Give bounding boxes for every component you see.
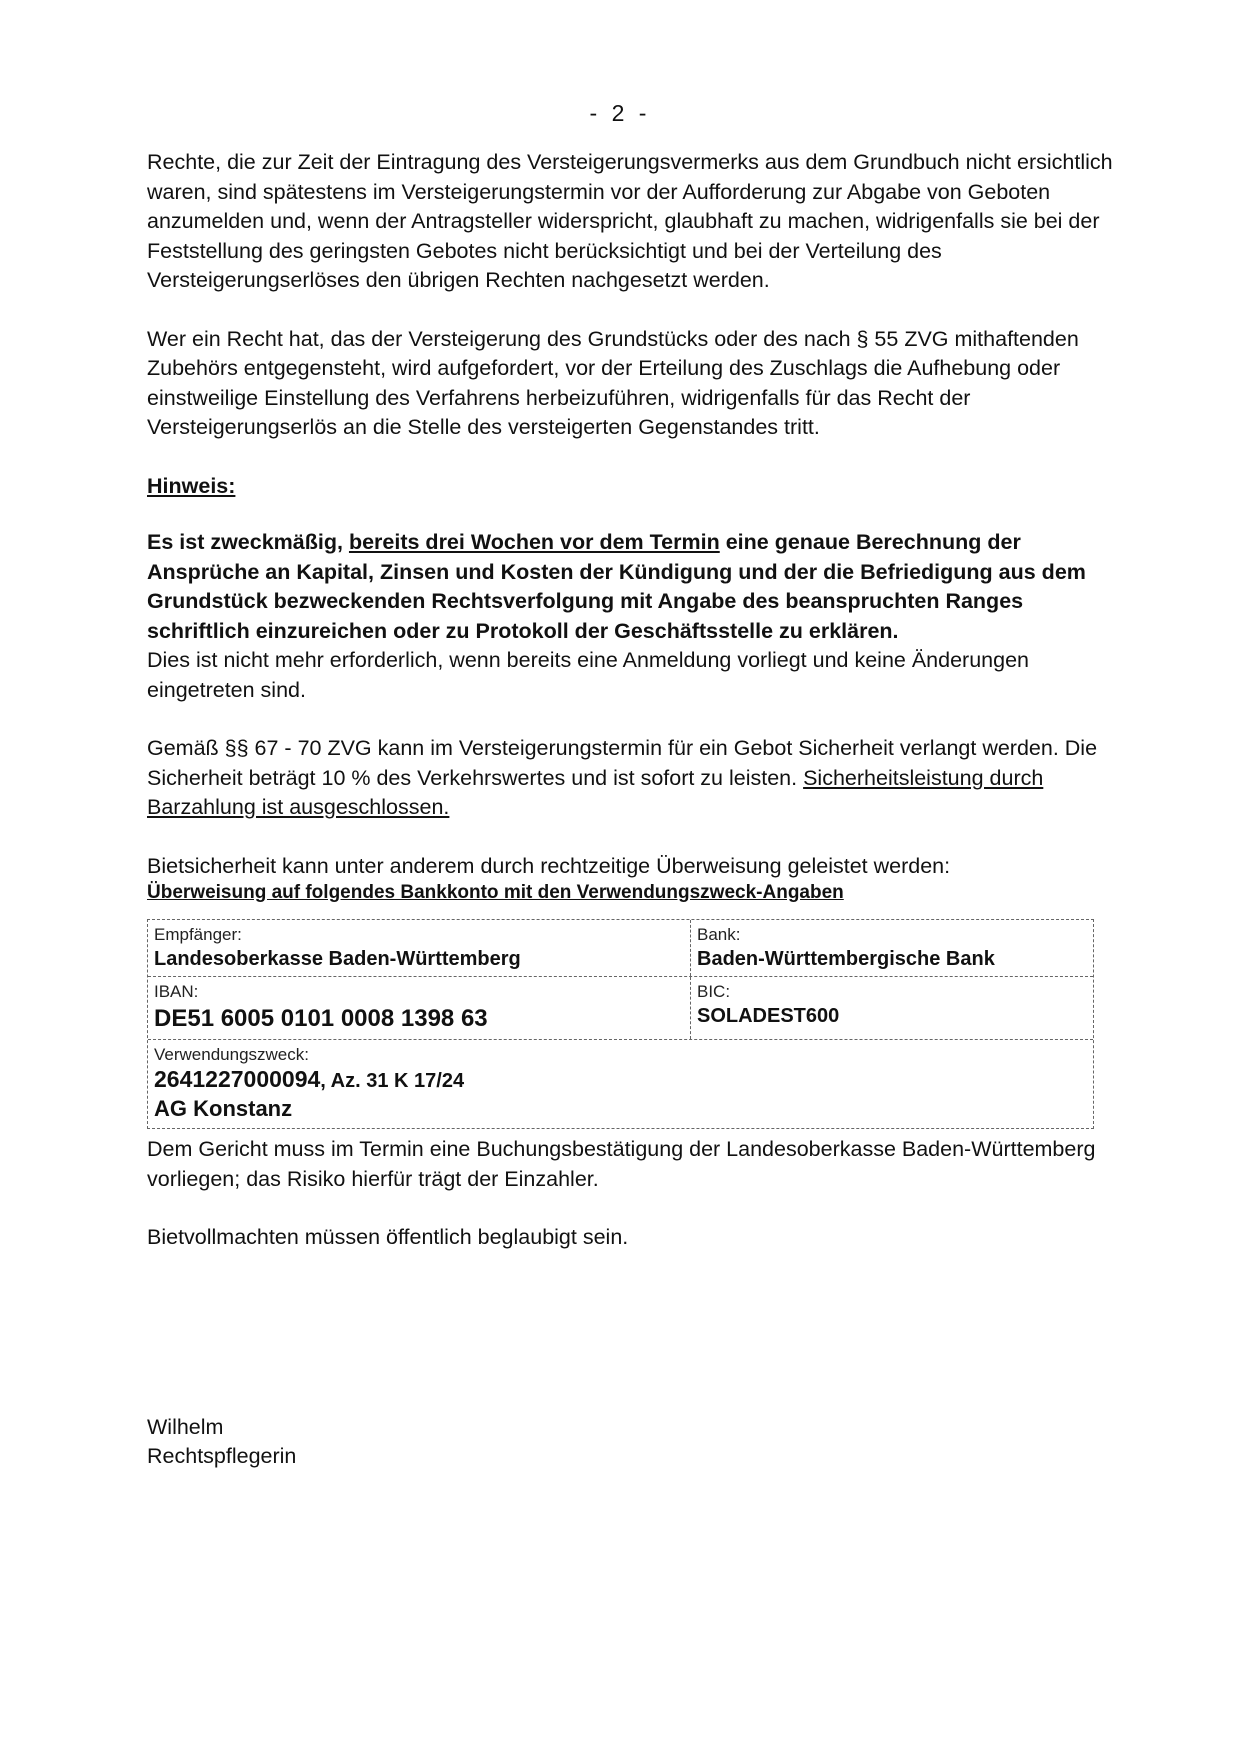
purpose-cell: [148, 1040, 1093, 1128]
paragraph-rights-registration: Rechte, die zur Zeit der Eintragung des Versteigerungsvermerks aus dem Grundbuch nicht ersichtlich waren, sind spätestens im Versteigerungstermin vor der Aufforderung zur Abgabe von Geboten anzumelden und, wenn der Antragsteller widerspricht, glaubhaft zu machen, widrigenfalls sie bei der Feststellung des geringsten Gebotes nicht berücksichtigt und bei der Verteilung des Versteigerungserlöses den übrigen Rechten nachgesetzt werden.: [147, 150, 1113, 292]
bank-transfer-intro: Bietsicherheit kann unter anderem durch rechtzeitige Überweisung geleistet werden:: [147, 853, 951, 878]
hinweis-heading: Hinweis:: [147, 473, 236, 498]
signature-title: Rechtspflegerin: [147, 1444, 297, 1468]
iban-cell: [148, 977, 690, 1039]
hinweis-paragraph: [147, 528, 1122, 705]
bank-details-box: [147, 919, 1094, 1129]
hinweis-bold-prefix: Es ist zweckmäßig,: [147, 530, 349, 554]
recipient-cell: [148, 920, 690, 976]
bank-row-purpose: [148, 1040, 1093, 1128]
security-text: Gemäß §§ 67 - 70 ZVG kann im Versteigerungstermin für ein Gebot Sicherheit verlangt werden. Die Sicherheit beträgt 10 % des Verkehrswertes und ist sofort zu leisten.: [147, 736, 1098, 790]
signature-block: [147, 1413, 1122, 1472]
document-body: [147, 148, 1122, 1472]
bic-label: BIC:: [697, 982, 731, 1001]
paragraph-security: [147, 734, 1122, 823]
iban-value: DE51 6005 0101 0008 1398 63: [154, 1005, 488, 1032]
bank-row-iban: [148, 977, 1093, 1040]
bic-cell: [690, 977, 1093, 1039]
purpose-court: AG Konstanz: [154, 1096, 293, 1121]
hinweis-note: Dies ist nicht mehr erforderlich, wenn bereits eine Anmeldung vorliegt und keine Änderungen eingetreten sind.: [147, 648, 1030, 702]
purpose-label: Verwendungszweck:: [154, 1045, 309, 1064]
security-cash-excluded: Sicherheitsleistung durch Barzahlung ist ausgeschlossen.: [147, 765, 1044, 819]
signature-name: Wilhelm: [147, 1414, 224, 1439]
bank-label: Bank:: [697, 925, 741, 944]
bank-value: Baden-Württembergische Bank: [697, 948, 995, 970]
paragraph-conflicting-rights: Wer ein Recht hat, das der Versteigerung des Grundstücks oder des nach § 55 ZVG mithaftenden Zubehörs entgegensteht, wird aufgefordert, vor der Erteilung des Zuschlags die Aufhebung oder einstweilige Einstellung des Verfahrens herbeizuführen, widrigenfalls für das Recht der Versteigerungserlös an die Stelle des versteigerten Gegenstandes tritt.: [147, 326, 1079, 439]
recipient-label: Empfänger:: [154, 925, 242, 944]
paragraph-booking-confirmation: Dem Gericht muss im Termin eine Buchungsbestätigung der Landesoberkasse Baden-Württemberg vorliegen; das Risiko hierfür trägt der Einzahler.: [147, 1137, 1096, 1191]
recipient-value: Landesoberkasse Baden-Württemberg: [154, 948, 521, 970]
page-number: - 2 -: [589, 100, 651, 126]
bic-value: SOLADEST600: [697, 1005, 840, 1027]
bank-name-cell: [690, 920, 1093, 976]
iban-label: IBAN:: [154, 982, 199, 1001]
bank-transfer-heading: Überweisung auf folgendes Bankkonto mit den Verwendungszweck-Angaben: [147, 882, 844, 903]
bank-row-recipient: [148, 920, 1093, 977]
purpose-file-number: , Az. 31 K 17/24: [320, 1070, 465, 1092]
hinweis-deadline: bereits drei Wochen vor dem Termin: [348, 530, 720, 554]
purpose-reference: [154, 1066, 1087, 1094]
purpose-code: 2641227000094: [154, 1066, 321, 1092]
paragraph-power-of-attorney: Bietvollmachten müssen öffentlich beglaubigt sein.: [147, 1225, 629, 1249]
hinweis-bold-rest: eine genaue Berechnung der Ansprüche an Kapital, Zinsen und Kosten der Kündigung und der die Befriedigung aus dem Grundstück bezweckenden Rechtsverfolgung mit Angabe des beanspruchten Ranges schriftlich einzureichen oder zu Protokoll der Geschäftsstelle zu erklären.: [147, 530, 1086, 643]
